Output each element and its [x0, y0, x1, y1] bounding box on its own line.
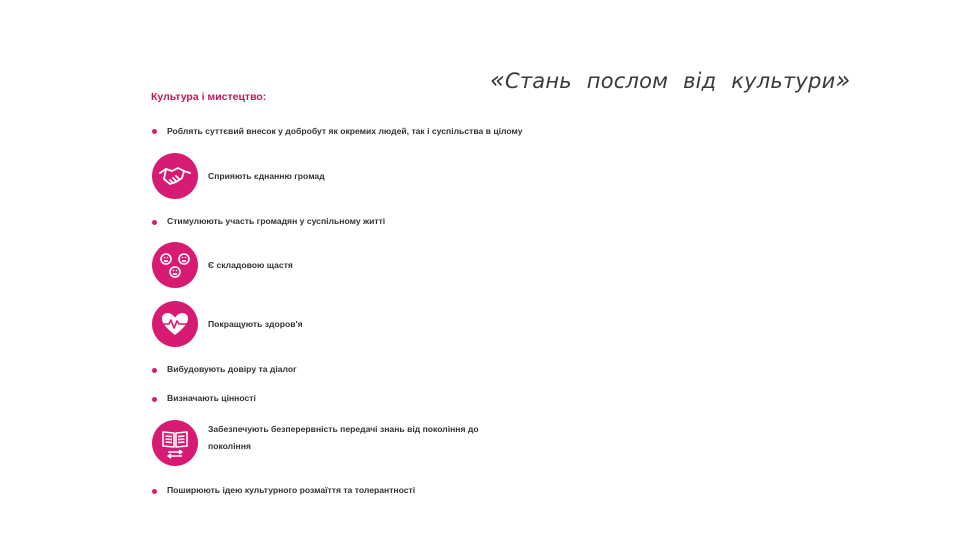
list-item-text: Забезпечують безперервність передачі знань від покоління до [208, 424, 479, 434]
bullet-dot [152, 489, 157, 494]
list-item-text: Стимулюють участь громадян у суспільному житті [167, 216, 386, 226]
list-item-text: Визначають цінності [167, 393, 256, 403]
slogan-text: Стань послом від культури [505, 69, 836, 93]
list-item-text: Є складовою щастя [208, 260, 293, 270]
smiley-faces-icon [152, 242, 198, 288]
section-heading: Культура і мистецтво: [151, 91, 267, 103]
open-quote-mark: « [490, 66, 506, 94]
list-item-text: Сприяють єднанню громад [208, 171, 325, 181]
bullet-dot [152, 397, 157, 402]
handshake-icon [152, 153, 198, 199]
bullet-dot [152, 220, 157, 225]
book-exchange-icon [152, 420, 198, 466]
close-quote-mark: » [835, 66, 851, 94]
list-item-text: Роблять суттєвий внесок у добробут як окремих людей, так і суспільства в цілому [167, 126, 523, 136]
list-item-text-continued: покоління [208, 441, 251, 451]
list-item-text: Вибудовують довіру та діалог [167, 364, 297, 374]
bullet-dot [152, 368, 157, 373]
bullet-dot [152, 129, 157, 134]
slogan-quote [490, 66, 850, 94]
list-item-text: Покращують здоров'я [208, 319, 303, 329]
heart-pulse-icon [152, 301, 198, 347]
list-item-text: Поширюють ідею культурного розмаїття та толерантності [167, 485, 416, 495]
